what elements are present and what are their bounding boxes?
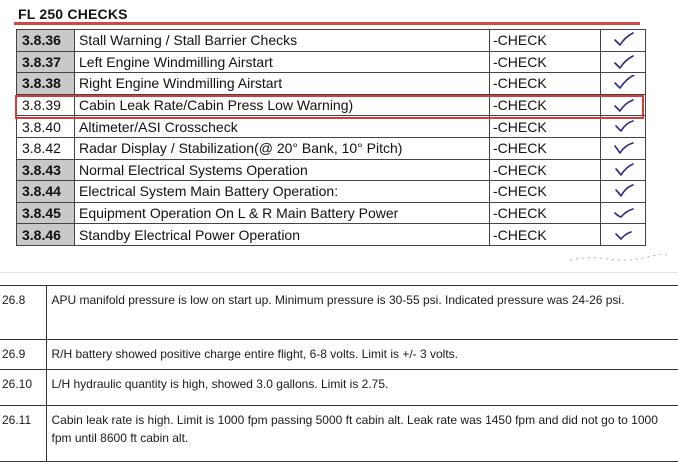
checklist-title: FL 250 CHECKS — [18, 6, 128, 22]
checklist-row — [17, 51, 646, 73]
item-description: Radar Display / Stabilization(@ 20° Bank, 10° Pitch) — [75, 137, 490, 159]
squawk-number: 26.10 — [0, 370, 46, 406]
item-mark-cell — [601, 224, 646, 246]
squawk-row — [0, 286, 678, 340]
item-description: Altimeter/ASI Crosscheck — [75, 116, 490, 138]
item-action: -CHECK — [490, 51, 601, 73]
checklist-row — [17, 137, 646, 159]
squawk-row — [0, 340, 678, 370]
checklist-row — [17, 73, 646, 95]
section-divider — [0, 272, 678, 273]
item-action: -CHECK — [490, 159, 601, 181]
pen-scribble — [568, 250, 668, 266]
item-action: -CHECK — [490, 202, 601, 224]
item-mark-cell — [601, 202, 646, 224]
item-number: 3.8.42 — [17, 137, 75, 159]
checklist-table — [16, 29, 646, 246]
checkmark-icon — [613, 75, 635, 91]
item-description: Right Engine Windmilling Airstart — [75, 73, 490, 95]
squawk-row — [0, 370, 678, 406]
item-number: 3.8.40 — [17, 116, 75, 138]
item-description: Equipment Operation On L & R Main Battery Power — [75, 202, 490, 224]
checklist-row-highlighted — [17, 94, 646, 116]
item-number: 3.8.45 — [17, 202, 75, 224]
item-number: 3.8.36 — [17, 30, 75, 52]
item-mark-cell — [601, 181, 646, 203]
checkmark-icon — [613, 205, 635, 221]
item-action: -CHECK — [490, 94, 601, 116]
item-description: Stall Warning / Stall Barrier Checks — [75, 30, 490, 52]
item-mark-cell — [601, 51, 646, 73]
item-action: -CHECK — [490, 116, 601, 138]
squawk-number: 26.11 — [0, 406, 46, 462]
checklist-row — [17, 181, 646, 203]
item-mark-cell — [601, 159, 646, 181]
item-description: Left Engine Windmilling Airstart — [75, 51, 490, 73]
squawk-number: 26.8 — [0, 286, 46, 340]
squawk-description: R/H battery showed positive charge entire flight, 6-8 volts. Limit is +/- 3 volts. — [46, 340, 678, 370]
item-mark-cell — [601, 30, 646, 52]
item-description: Standby Electrical Power Operation — [75, 224, 490, 246]
item-number: 3.8.46 — [17, 224, 75, 246]
checkmark-icon — [613, 97, 635, 113]
checkmark-icon — [613, 118, 635, 134]
checklist-row — [17, 30, 646, 52]
item-description: Cabin Leak Rate/Cabin Press Low Warning) — [75, 94, 490, 116]
checklist-row — [17, 116, 646, 138]
checkmark-icon — [613, 54, 635, 70]
title-underline — [14, 22, 640, 25]
item-mark-cell — [601, 116, 646, 138]
item-action: -CHECK — [490, 224, 601, 246]
checkmark-icon — [613, 162, 635, 178]
item-action: -CHECK — [490, 181, 601, 203]
squawk-description: APU manifold pressure is low on start up. Minimum pressure is 30-55 psi. Indicated pressure was 24-26 psi. — [46, 286, 678, 340]
item-mark-cell — [601, 94, 646, 116]
item-number: 3.8.38 — [17, 73, 75, 95]
squawk-row — [0, 406, 678, 462]
checklist-row — [17, 159, 646, 181]
item-number: 3.8.37 — [17, 51, 75, 73]
checklist-row — [17, 224, 646, 246]
checkmark-icon — [613, 32, 635, 48]
checklist-row — [17, 202, 646, 224]
item-description: Electrical System Main Battery Operation: — [75, 181, 490, 203]
item-action: -CHECK — [490, 137, 601, 159]
squawk-table — [0, 285, 678, 462]
squawk-description: L/H hydraulic quantity is high, showed 3.0 gallons. Limit is 2.75. — [46, 370, 678, 406]
squawk-description: Cabin leak rate is high. Limit is 1000 fpm passing 5000 ft cabin alt. Leak rate was 1450 fpm and did not go to 1000 fpm until 8600 ft cabin alt. — [46, 406, 678, 462]
item-number: 3.8.43 — [17, 159, 75, 181]
item-mark-cell — [601, 137, 646, 159]
item-number: 3.8.39 — [17, 94, 75, 116]
item-description: Normal Electrical Systems Operation — [75, 159, 490, 181]
checkmark-icon — [613, 226, 635, 242]
item-mark-cell — [601, 73, 646, 95]
item-number: 3.8.44 — [17, 181, 75, 203]
checkmark-icon — [613, 140, 635, 156]
squawk-number: 26.9 — [0, 340, 46, 370]
item-action: -CHECK — [490, 30, 601, 52]
item-action: -CHECK — [490, 73, 601, 95]
checkmark-icon — [613, 183, 635, 199]
